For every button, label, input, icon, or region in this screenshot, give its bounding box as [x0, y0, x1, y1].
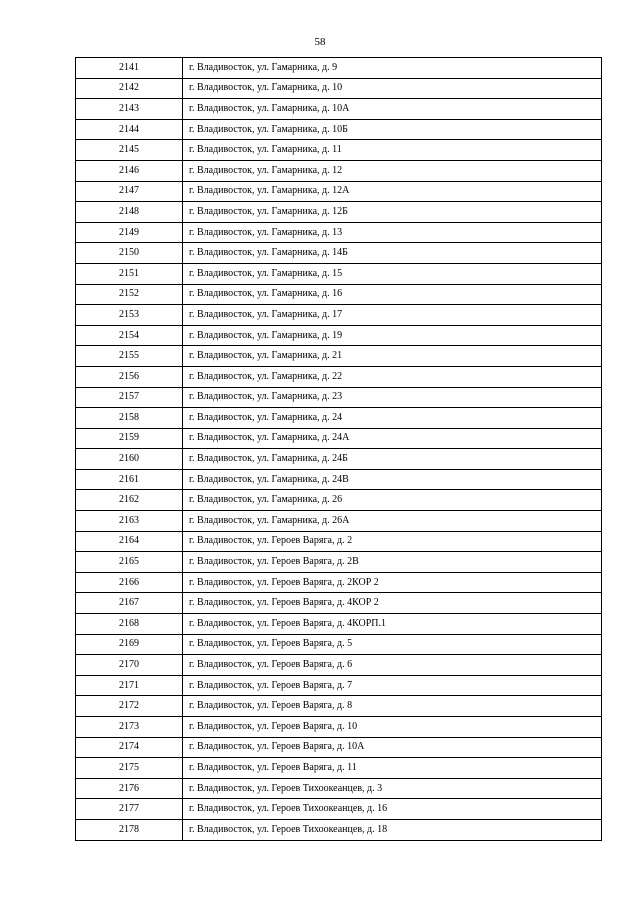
row-address: г. Владивосток, ул. Гамарника, д. 15	[183, 263, 602, 284]
row-number: 2168	[76, 614, 183, 635]
row-number: 2145	[76, 140, 183, 161]
row-number: 2160	[76, 449, 183, 470]
row-number: 2152	[76, 284, 183, 305]
row-number: 2150	[76, 243, 183, 264]
table-row	[76, 572, 602, 593]
row-address: г. Владивосток, ул. Героев Тихоокеанцев, д. 16	[183, 799, 602, 820]
table-row	[76, 305, 602, 326]
row-number: 2165	[76, 552, 183, 573]
row-address: г. Владивосток, ул. Гамарника, д. 24	[183, 408, 602, 429]
row-number: 2174	[76, 737, 183, 758]
table-row	[76, 531, 602, 552]
row-number: 2149	[76, 222, 183, 243]
row-number: 2148	[76, 202, 183, 223]
table-row	[76, 758, 602, 779]
table-row	[76, 799, 602, 820]
table-row	[76, 140, 602, 161]
row-address: г. Владивосток, ул. Героев Варяга, д. 7	[183, 675, 602, 696]
table-row	[76, 737, 602, 758]
row-number: 2177	[76, 799, 183, 820]
row-address: г. Владивосток, ул. Гамарника, д. 12Б	[183, 202, 602, 223]
row-number: 2169	[76, 634, 183, 655]
table-row	[76, 428, 602, 449]
table-row	[76, 263, 602, 284]
address-table-body	[76, 58, 602, 841]
row-number: 2175	[76, 758, 183, 779]
table-row	[76, 408, 602, 429]
row-number: 2151	[76, 263, 183, 284]
table-row	[76, 58, 602, 79]
row-number: 2161	[76, 469, 183, 490]
table-row	[76, 717, 602, 738]
row-address: г. Владивосток, ул. Гамарника, д. 12	[183, 160, 602, 181]
row-number: 2158	[76, 408, 183, 429]
row-number: 2176	[76, 778, 183, 799]
table-row	[76, 511, 602, 532]
page-number: 58	[314, 36, 326, 48]
row-number: 2143	[76, 99, 183, 120]
row-number: 2178	[76, 819, 183, 840]
table-row	[76, 181, 602, 202]
row-address: г. Владивосток, ул. Гамарника, д. 10	[183, 78, 602, 99]
row-number: 2146	[76, 160, 183, 181]
row-address: г. Владивосток, ул. Гамарника, д. 17	[183, 305, 602, 326]
row-number: 2162	[76, 490, 183, 511]
row-address: г. Владивосток, ул. Гамарника, д. 26А	[183, 511, 602, 532]
row-number: 2156	[76, 366, 183, 387]
row-address: г. Владивосток, ул. Героев Варяга, д. 5	[183, 634, 602, 655]
row-address: г. Владивосток, ул. Гамарника, д. 11	[183, 140, 602, 161]
row-address: г. Владивосток, ул. Гамарника, д. 14Б	[183, 243, 602, 264]
row-address: г. Владивосток, ул. Гамарника, д. 22	[183, 366, 602, 387]
table-row	[76, 469, 602, 490]
row-address: г. Владивосток, ул. Гамарника, д. 19	[183, 325, 602, 346]
table-row	[76, 99, 602, 120]
row-number: 2159	[76, 428, 183, 449]
table-row	[76, 490, 602, 511]
row-address: г. Владивосток, ул. Героев Варяга, д. 2КОР 2	[183, 572, 602, 593]
table-row	[76, 325, 602, 346]
row-number: 2155	[76, 346, 183, 367]
table-row	[76, 819, 602, 840]
row-address: г. Владивосток, ул. Гамарника, д. 24В	[183, 469, 602, 490]
table-row	[76, 449, 602, 470]
row-address: г. Владивосток, ул. Гамарника, д. 26	[183, 490, 602, 511]
row-address: г. Владивосток, ул. Героев Варяга, д. 2	[183, 531, 602, 552]
table-row	[76, 614, 602, 635]
row-number: 2163	[76, 511, 183, 532]
row-address: г. Владивосток, ул. Героев Варяга, д. 10А	[183, 737, 602, 758]
table-row	[76, 675, 602, 696]
row-number: 2172	[76, 696, 183, 717]
row-number: 2164	[76, 531, 183, 552]
table-row	[76, 346, 602, 367]
row-address: г. Владивосток, ул. Героев Варяга, д. 4КОРП.1	[183, 614, 602, 635]
row-address: г. Владивосток, ул. Героев Варяга, д. 10	[183, 717, 602, 738]
row-address: г. Владивосток, ул. Гамарника, д. 12А	[183, 181, 602, 202]
table-row	[76, 78, 602, 99]
row-address: г. Владивосток, ул. Гамарника, д. 24А	[183, 428, 602, 449]
row-number: 2173	[76, 717, 183, 738]
row-number: 2157	[76, 387, 183, 408]
table-row	[76, 655, 602, 676]
table-row	[76, 366, 602, 387]
row-number: 2166	[76, 572, 183, 593]
address-table	[75, 57, 602, 841]
table-row	[76, 160, 602, 181]
table-row	[76, 593, 602, 614]
table-row	[76, 202, 602, 223]
table-row	[76, 284, 602, 305]
row-address: г. Владивосток, ул. Героев Варяга, д. 2В	[183, 552, 602, 573]
row-address: г. Владивосток, ул. Героев Варяга, д. 6	[183, 655, 602, 676]
table-row	[76, 387, 602, 408]
row-address: г. Владивосток, ул. Гамарника, д. 24Б	[183, 449, 602, 470]
row-address: г. Владивосток, ул. Гамарника, д. 9	[183, 58, 602, 79]
row-number: 2170	[76, 655, 183, 676]
row-address: г. Владивосток, ул. Гамарника, д. 23	[183, 387, 602, 408]
row-address: г. Владивосток, ул. Героев Варяга, д. 4КОР 2	[183, 593, 602, 614]
row-address: г. Владивосток, ул. Гамарника, д. 10Б	[183, 119, 602, 140]
row-address: г. Владивосток, ул. Гамарника, д. 10А	[183, 99, 602, 120]
table-row	[76, 552, 602, 573]
table-row	[76, 119, 602, 140]
table-row	[76, 243, 602, 264]
row-number: 2167	[76, 593, 183, 614]
table-row	[76, 778, 602, 799]
row-number: 2154	[76, 325, 183, 346]
row-address: г. Владивосток, ул. Гамарника, д. 13	[183, 222, 602, 243]
row-address: г. Владивосток, ул. Героев Варяга, д. 8	[183, 696, 602, 717]
row-address: г. Владивосток, ул. Гамарника, д. 16	[183, 284, 602, 305]
row-number: 2144	[76, 119, 183, 140]
row-number: 2147	[76, 181, 183, 202]
row-address: г. Владивосток, ул. Героев Тихоокеанцев, д. 3	[183, 778, 602, 799]
row-address: г. Владивосток, ул. Героев Тихоокеанцев, д. 18	[183, 819, 602, 840]
table-row	[76, 696, 602, 717]
table-row	[76, 634, 602, 655]
row-number: 2153	[76, 305, 183, 326]
row-address: г. Владивосток, ул. Гамарника, д. 21	[183, 346, 602, 367]
row-number: 2171	[76, 675, 183, 696]
row-address: г. Владивосток, ул. Героев Варяга, д. 11	[183, 758, 602, 779]
row-number: 2142	[76, 78, 183, 99]
row-number: 2141	[76, 58, 183, 79]
table-row	[76, 222, 602, 243]
